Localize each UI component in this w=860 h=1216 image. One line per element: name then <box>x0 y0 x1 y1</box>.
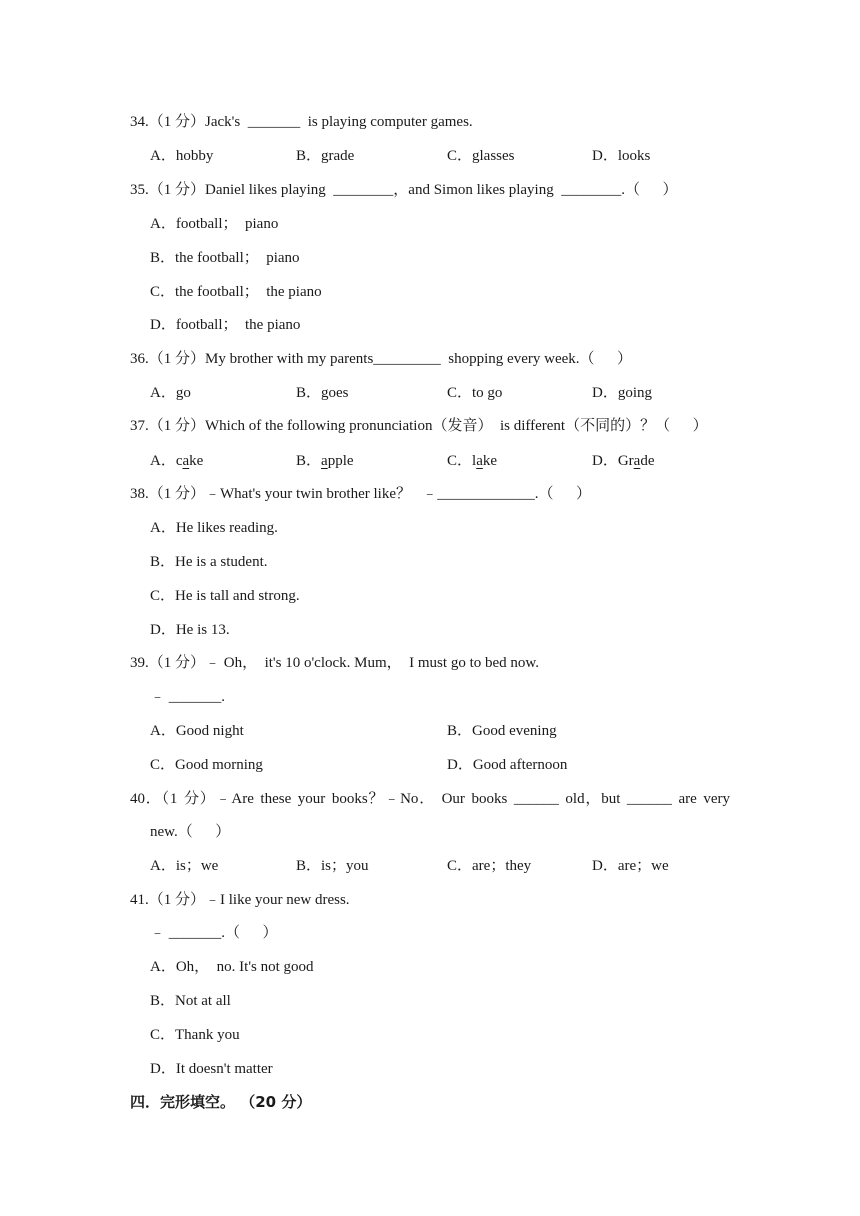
q36-option-a: A．go <box>150 385 191 401</box>
q39-option-d: D．Good afternoon <box>447 757 568 773</box>
q39-option-a: A．Good night <box>150 723 244 739</box>
option-prefix: C．l <box>447 453 477 469</box>
question-41-stem: 41.（1 分）﹣I like your new dress. <box>130 892 350 908</box>
q37-option-b <box>296 451 354 471</box>
q36-option-b: B．goes <box>296 385 349 401</box>
question-38-stem: 38.（1 分）﹣What's your twin brother like？ ﹣_____________.（ ） <box>130 486 591 502</box>
option-suffix: ke <box>189 453 204 469</box>
q36-option-c: C．to go <box>447 385 503 401</box>
q35-option-b: B．the football； piano <box>150 250 300 266</box>
q40-option-d: D．are；we <box>592 858 669 874</box>
q41-option-d: D．It doesn't matter <box>150 1061 273 1077</box>
q37-option-d <box>592 451 655 471</box>
q34-option-b: B．grade <box>296 148 355 164</box>
q41-option-c: C．Thank you <box>150 1027 240 1043</box>
q34-option-d: D．looks <box>592 148 651 164</box>
question-34-stem: 34.（1 分）Jack's _______ is playing computer games. <box>130 114 473 130</box>
option-suffix: pple <box>327 453 354 469</box>
underlined-letter: a <box>182 453 190 469</box>
question-39-stem: 39.（1 分）﹣ Oh， it's 10 o'clock. Mum， I must go to bed now. <box>130 655 539 671</box>
q37-option-a <box>150 451 203 471</box>
q34-option-a: A．hobby <box>150 148 214 164</box>
q36-option-d: D．going <box>592 385 653 401</box>
q38-option-a: A．He likes reading. <box>150 520 278 536</box>
underlined-letter: a <box>633 453 641 469</box>
underlined-letter: a <box>321 453 328 469</box>
q41-option-a: A．Oh， no. It's not good <box>150 959 314 975</box>
option-prefix: D．Gr <box>592 453 634 469</box>
question-40-stem-continued: new.（ ） <box>150 824 231 840</box>
q40-option-a: A．is；we <box>150 858 219 874</box>
question-41-reply: ﹣ _______.（ ） <box>150 925 278 941</box>
question-35-stem: 35.（1 分）Daniel likes playing ________，and Simon likes playing ________.（ ） <box>130 182 678 198</box>
question-36-stem: 36.（1 分）My brother with my parents_________ shopping every week.（ ） <box>130 351 633 367</box>
option-suffix: de <box>640 453 655 469</box>
q38-option-d: D．He is 13. <box>150 622 230 638</box>
q38-option-b: B．He is a student. <box>150 554 268 570</box>
q35-option-d: D．football； the piano <box>150 317 301 333</box>
q40-option-b: B．is；you <box>296 858 369 874</box>
q38-option-c: C．He is tall and strong. <box>150 588 300 604</box>
underlined-letter: a <box>476 453 483 469</box>
option-prefix: B． <box>296 453 322 469</box>
q40-option-c: C．are；they <box>447 858 532 874</box>
section-heading-cloze: 四．完形填空。 （20 分） <box>130 1093 312 1111</box>
q39-option-b: B．Good evening <box>447 723 557 739</box>
question-39-reply: ﹣ _______. <box>150 689 226 705</box>
q35-option-c: C．the football； the piano <box>150 284 322 300</box>
q34-option-c: C．glasses <box>447 148 515 164</box>
q41-option-b: B．Not at all <box>150 993 231 1009</box>
question-40-stem: 40．（1 分）﹣Are these your books？﹣No． Our books ______ old，but ______ are very <box>130 791 730 807</box>
q37-option-c <box>447 451 497 471</box>
q35-option-a: A．football； piano <box>150 216 279 232</box>
question-37-stem: 37.（1 分）Which of the following pronunciation（发音） is different（不同的）？（ ） <box>130 418 708 434</box>
q39-option-c: C．Good morning <box>150 757 263 773</box>
option-prefix: A．c <box>150 453 183 469</box>
option-suffix: ke <box>482 453 498 469</box>
